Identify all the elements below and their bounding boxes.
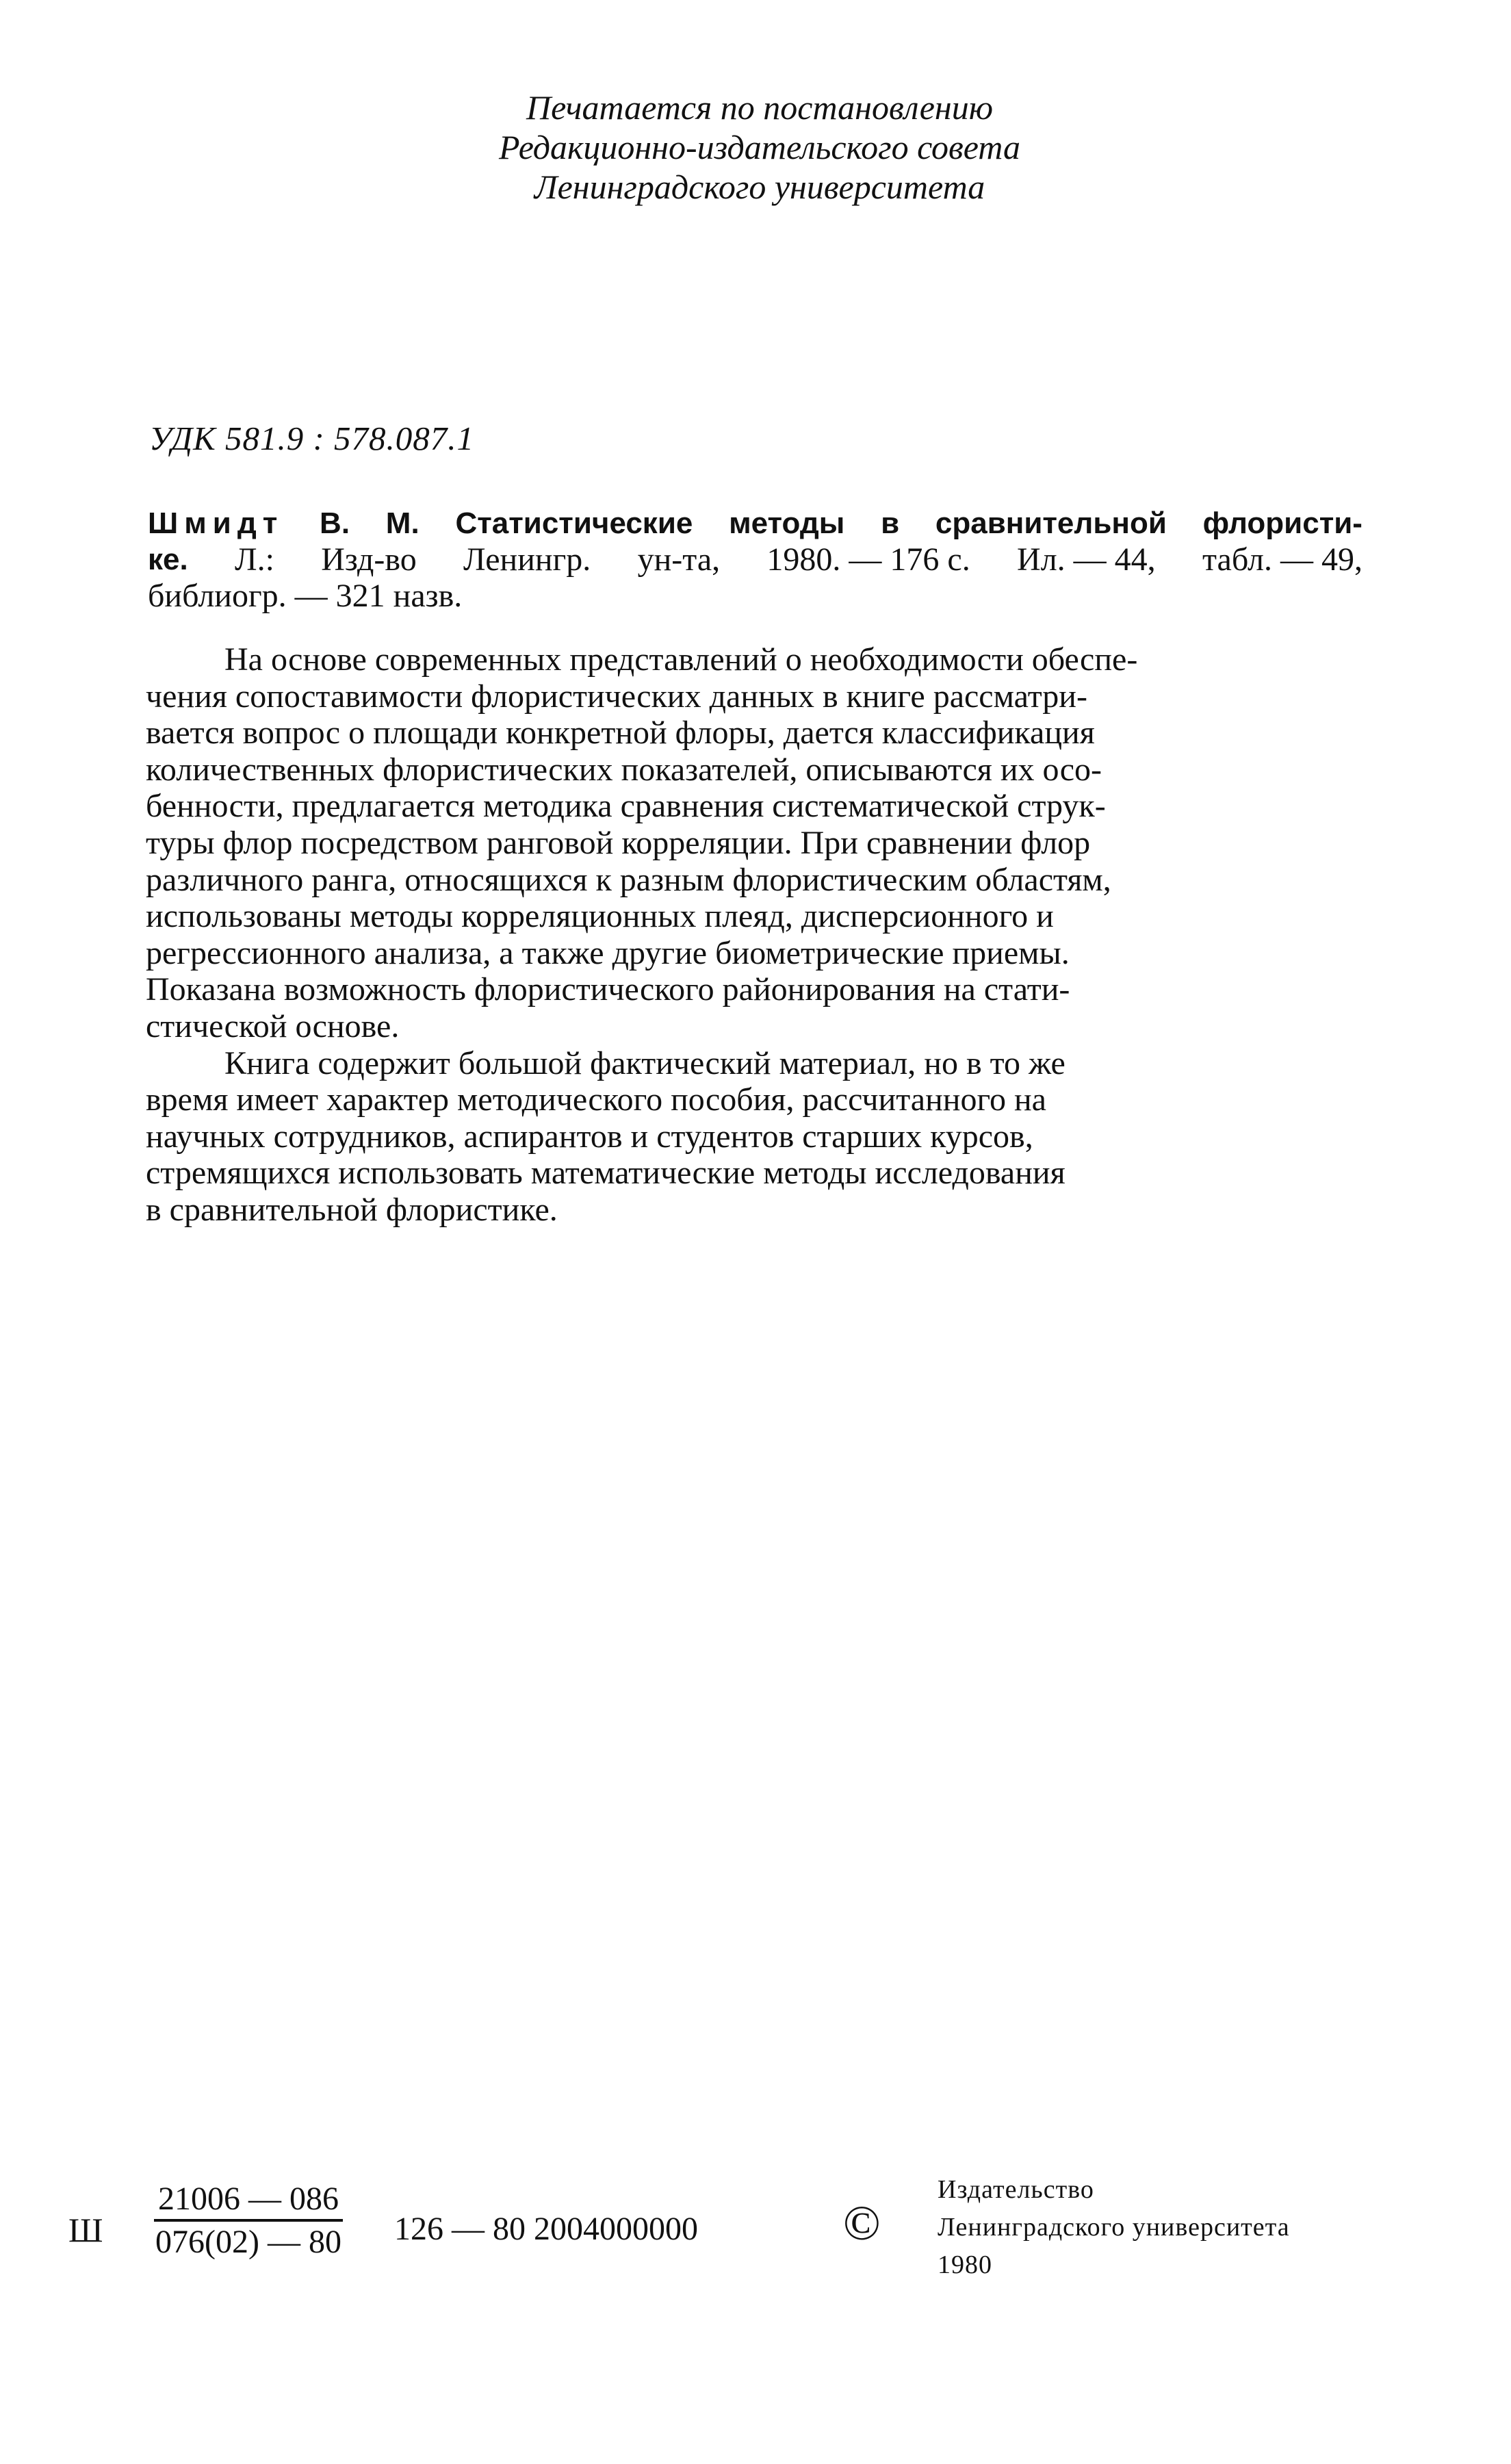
abstract-line (146, 971, 1364, 1008)
abstract-line (146, 678, 1364, 715)
biblio-word: ун-та, (637, 541, 721, 578)
abstract-line (146, 898, 1364, 935)
imprint-line: Ленинградского университета (534, 168, 985, 206)
biblio-word: В. (320, 506, 350, 540)
biblio-word: 1980. — 176 с. (766, 541, 970, 578)
abstract-text: время имеет характер методического пособия, рассчитанного на (146, 1081, 1046, 1118)
abstract-line (146, 1045, 1364, 1082)
abstract-text: бенности, предлагается методика сравнения систематической струк- (146, 788, 1106, 825)
imprint-notice (383, 88, 1136, 207)
classcode-prefix: Ш (68, 2211, 103, 2249)
biblio-word: М. (385, 506, 419, 540)
imprint-line: Редакционно-издательского совета (499, 128, 1020, 166)
abstract-line (146, 788, 1364, 825)
publisher-line: 1980 (938, 2250, 992, 2279)
abstract-line (146, 935, 1364, 972)
abstract-line (146, 715, 1364, 752)
abstract-text: Книга содержит большой фактический материал, но в то же (224, 1044, 1066, 1081)
abstract-text: регрессионного анализа, а также другие биометрические приемы. (146, 934, 1070, 971)
biblio-word: методы (729, 506, 845, 540)
copyright-icon: © (843, 2196, 881, 2250)
classcode-tail: 126 — 80 2004000000 (394, 2211, 698, 2247)
biblio-word: Л.: (235, 541, 274, 578)
abstract-text: стремящихся использовать математические методы исследования (146, 1155, 1066, 1192)
publisher-block (938, 2171, 1290, 2284)
abstract-text: вается вопрос о площади конкретной флоры, дается классификация (146, 715, 1095, 752)
abstract-text: На основе современных представлений о необходимости обеспе- (224, 641, 1138, 678)
biblio-text: библиогр. — 321 назв. (148, 578, 463, 614)
biblio-word: флористи- (1202, 506, 1363, 540)
biblio-line-2 (148, 541, 1363, 578)
abstract-text: количественных флористических показателей, описываются их осо- (146, 751, 1102, 788)
abstract-line (146, 862, 1364, 899)
abstract-text: научных сотрудников, аспирантов и студентов старших курсов, (146, 1118, 1033, 1155)
publisher-line: Ленинградского университета (938, 2213, 1290, 2242)
abstract-line (146, 825, 1364, 862)
classification-code (68, 2180, 698, 2276)
abstract-line (146, 1192, 1364, 1229)
abstract-line (146, 641, 1364, 678)
biblio-word: Изд-во (321, 541, 417, 578)
classcode-fraction (108, 2180, 389, 2261)
biblio-word: Ил. — 44, (1017, 541, 1156, 578)
abstract-line (146, 1008, 1364, 1045)
abstract (146, 641, 1364, 1229)
abstract-text: Показана возможность флористического районирования на стати- (146, 971, 1070, 1008)
udc-code: УДК 581.9 : 578.087.1 (149, 420, 475, 457)
abstract-line (146, 1118, 1364, 1155)
bibliographic-description (148, 505, 1363, 614)
abstract-text: туры флор посредством ранговой корреляции. При сравнении флор (146, 824, 1091, 861)
author-surname: Шмидт (148, 506, 284, 540)
biblio-word: в (881, 506, 900, 540)
biblio-word: табл. — 49, (1202, 541, 1363, 578)
abstract-text: в сравнительной флористике. (146, 1191, 558, 1228)
classcode-denominator: 076(02) — 80 (155, 2224, 341, 2260)
biblio-line-1 (148, 505, 1363, 541)
abstract-text: различного ранга, относящихся к разным флористическим областям, (146, 861, 1111, 898)
abstract-text: использованы методы корреляционных плеяд, дисперсионного и (146, 898, 1054, 935)
biblio-word: ке. (148, 543, 188, 576)
abstract-text: стической основе. (146, 1008, 400, 1044)
abstract-text: чения сопоставимости флористических данных в книге рассматри- (146, 678, 1087, 715)
imprint-line: Печатается по постановлению (526, 88, 993, 127)
biblio-word: Ленингр. (463, 541, 591, 578)
publisher-line: Издательство (938, 2175, 1094, 2204)
abstract-line (146, 752, 1364, 788)
biblio-word: сравнительной (935, 506, 1167, 540)
biblio-line-3 (148, 578, 1363, 614)
classcode-numerator: 21006 — 086 (154, 2180, 343, 2222)
abstract-line (146, 1155, 1364, 1192)
biblio-word: Статистические (455, 506, 693, 540)
abstract-line (146, 1081, 1364, 1118)
